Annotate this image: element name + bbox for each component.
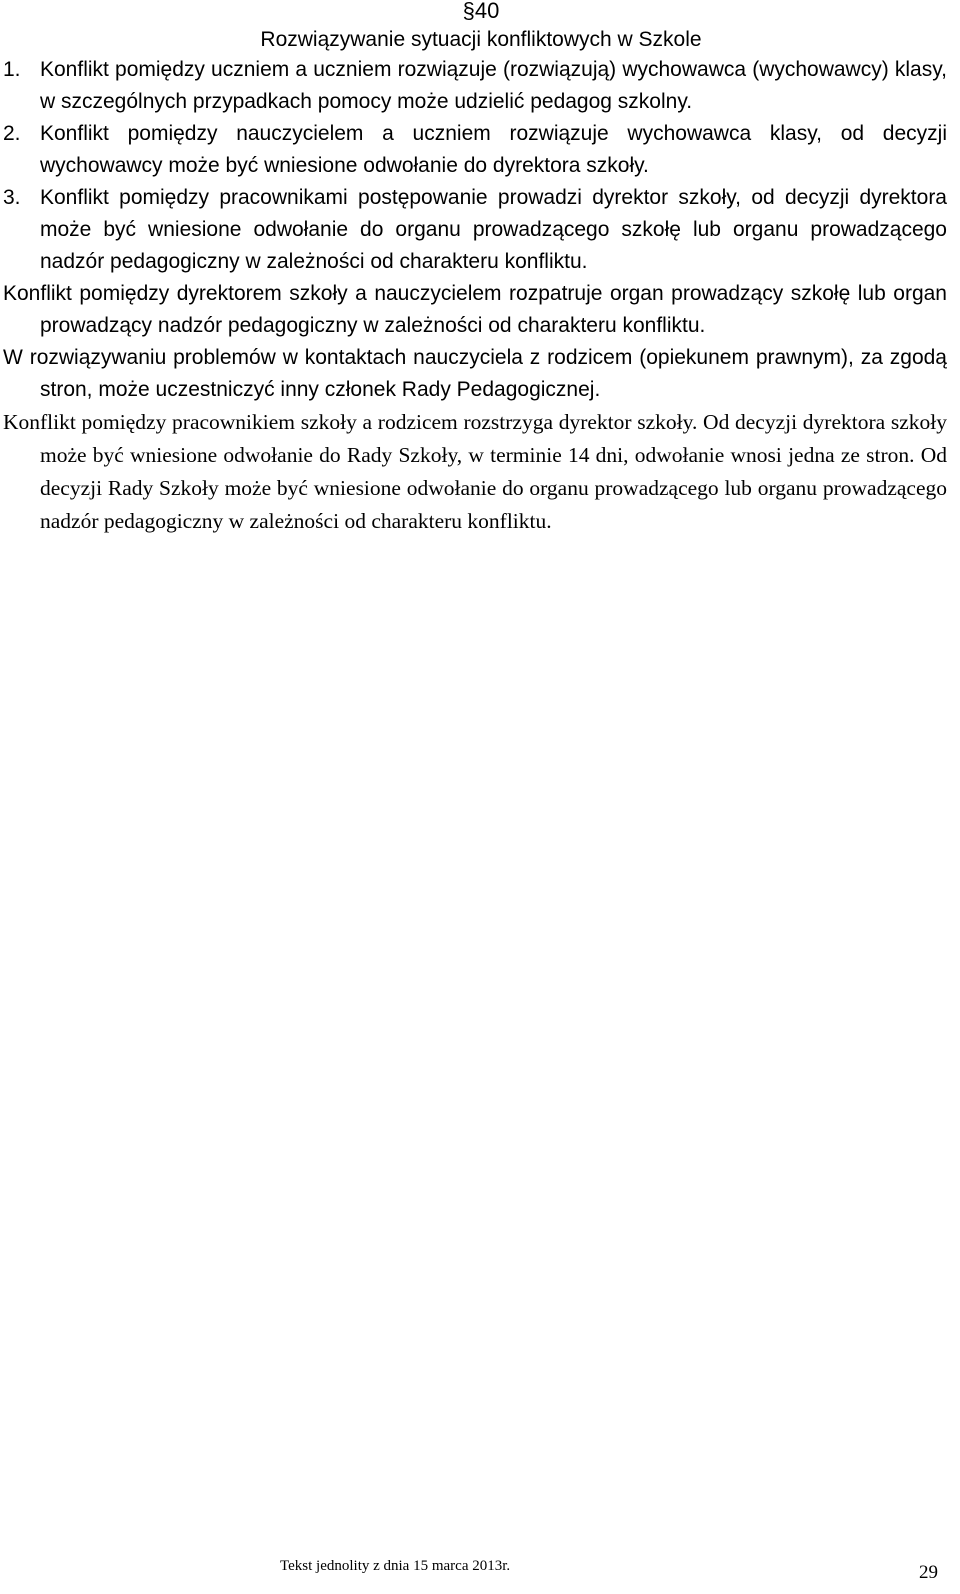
list-item [3,182,947,278]
paragraph-text-serif: Konflikt pomiędzy pracownikiem szkoły a rodzicem rozstrzyga dyrektor szkoły. Od decyzji dyrektora szkoły może być wniesione odwołanie do Rady Szkoły, w terminie 14 dni, odwołanie wnosi jedna ze stron. [3,410,947,467]
paragraph-text-serif-cont: Od decyzji Rady Szkoły może być wniesione odwołanie do organu prowadzącego lub organu prowadzącego nadzór pedagogiczny w zależności od charakteru konfliktu. [40,443,948,533]
list-item [3,118,947,182]
list-item-text: Konflikt pomiędzy pracownikami postępowanie prowadzi dyrektor szkoły, od decyzji dyrektora może być wniesione odwołanie do organu prowadzącego szkołę lub organu prowadzącego nadzór pedagogiczny w zależności od charakteru konfliktu. [40,186,947,273]
footer-text: Tekst jednolity z dnia 15 marca 2013r. [280,1558,511,1574]
paragraph: Konflikt pomiędzy dyrektorem szkoły a nauczycielem rozpatruje organ prowadzący szkołę lub organ prowadzący nadzór pedagogiczny w zależności od charakteru konfliktu. [3,282,947,337]
paragraph: W rozwiązywaniu problemów w kontaktach nauczyciela z rodzicem (opiekunem prawnym), za zgodą stron, może uczestniczyć inny członek Rady Pedagogicznej. [3,346,947,401]
list-item-number: 1. [3,58,21,81]
section-title: Rozwiązywanie sytuacji konfliktowych w Szkole [260,28,702,51]
list-item-number: 3. [3,186,21,209]
list-item-number: 2. [3,122,21,145]
paragraph [3,406,947,538]
list-item-text: Konflikt pomiędzy uczniem a uczniem rozwiązuje (rozwiązują) wychowawca (wychowawcy) klasy, w szczególnych przypadkach pomocy może udzielić pedagog szkolny. [40,58,947,113]
document-body [3,54,947,538]
paragraph-number: §40 [462,0,500,23]
list-item [3,54,947,118]
list-item-text: Konflikt pomiędzy nauczycielem a uczniem rozwiązuje wychowawca klasy, od decyzji wychowawcy może być wniesione odwołanie do dyrektora szkoły. [40,122,947,177]
page-number: 29 [919,1562,938,1583]
